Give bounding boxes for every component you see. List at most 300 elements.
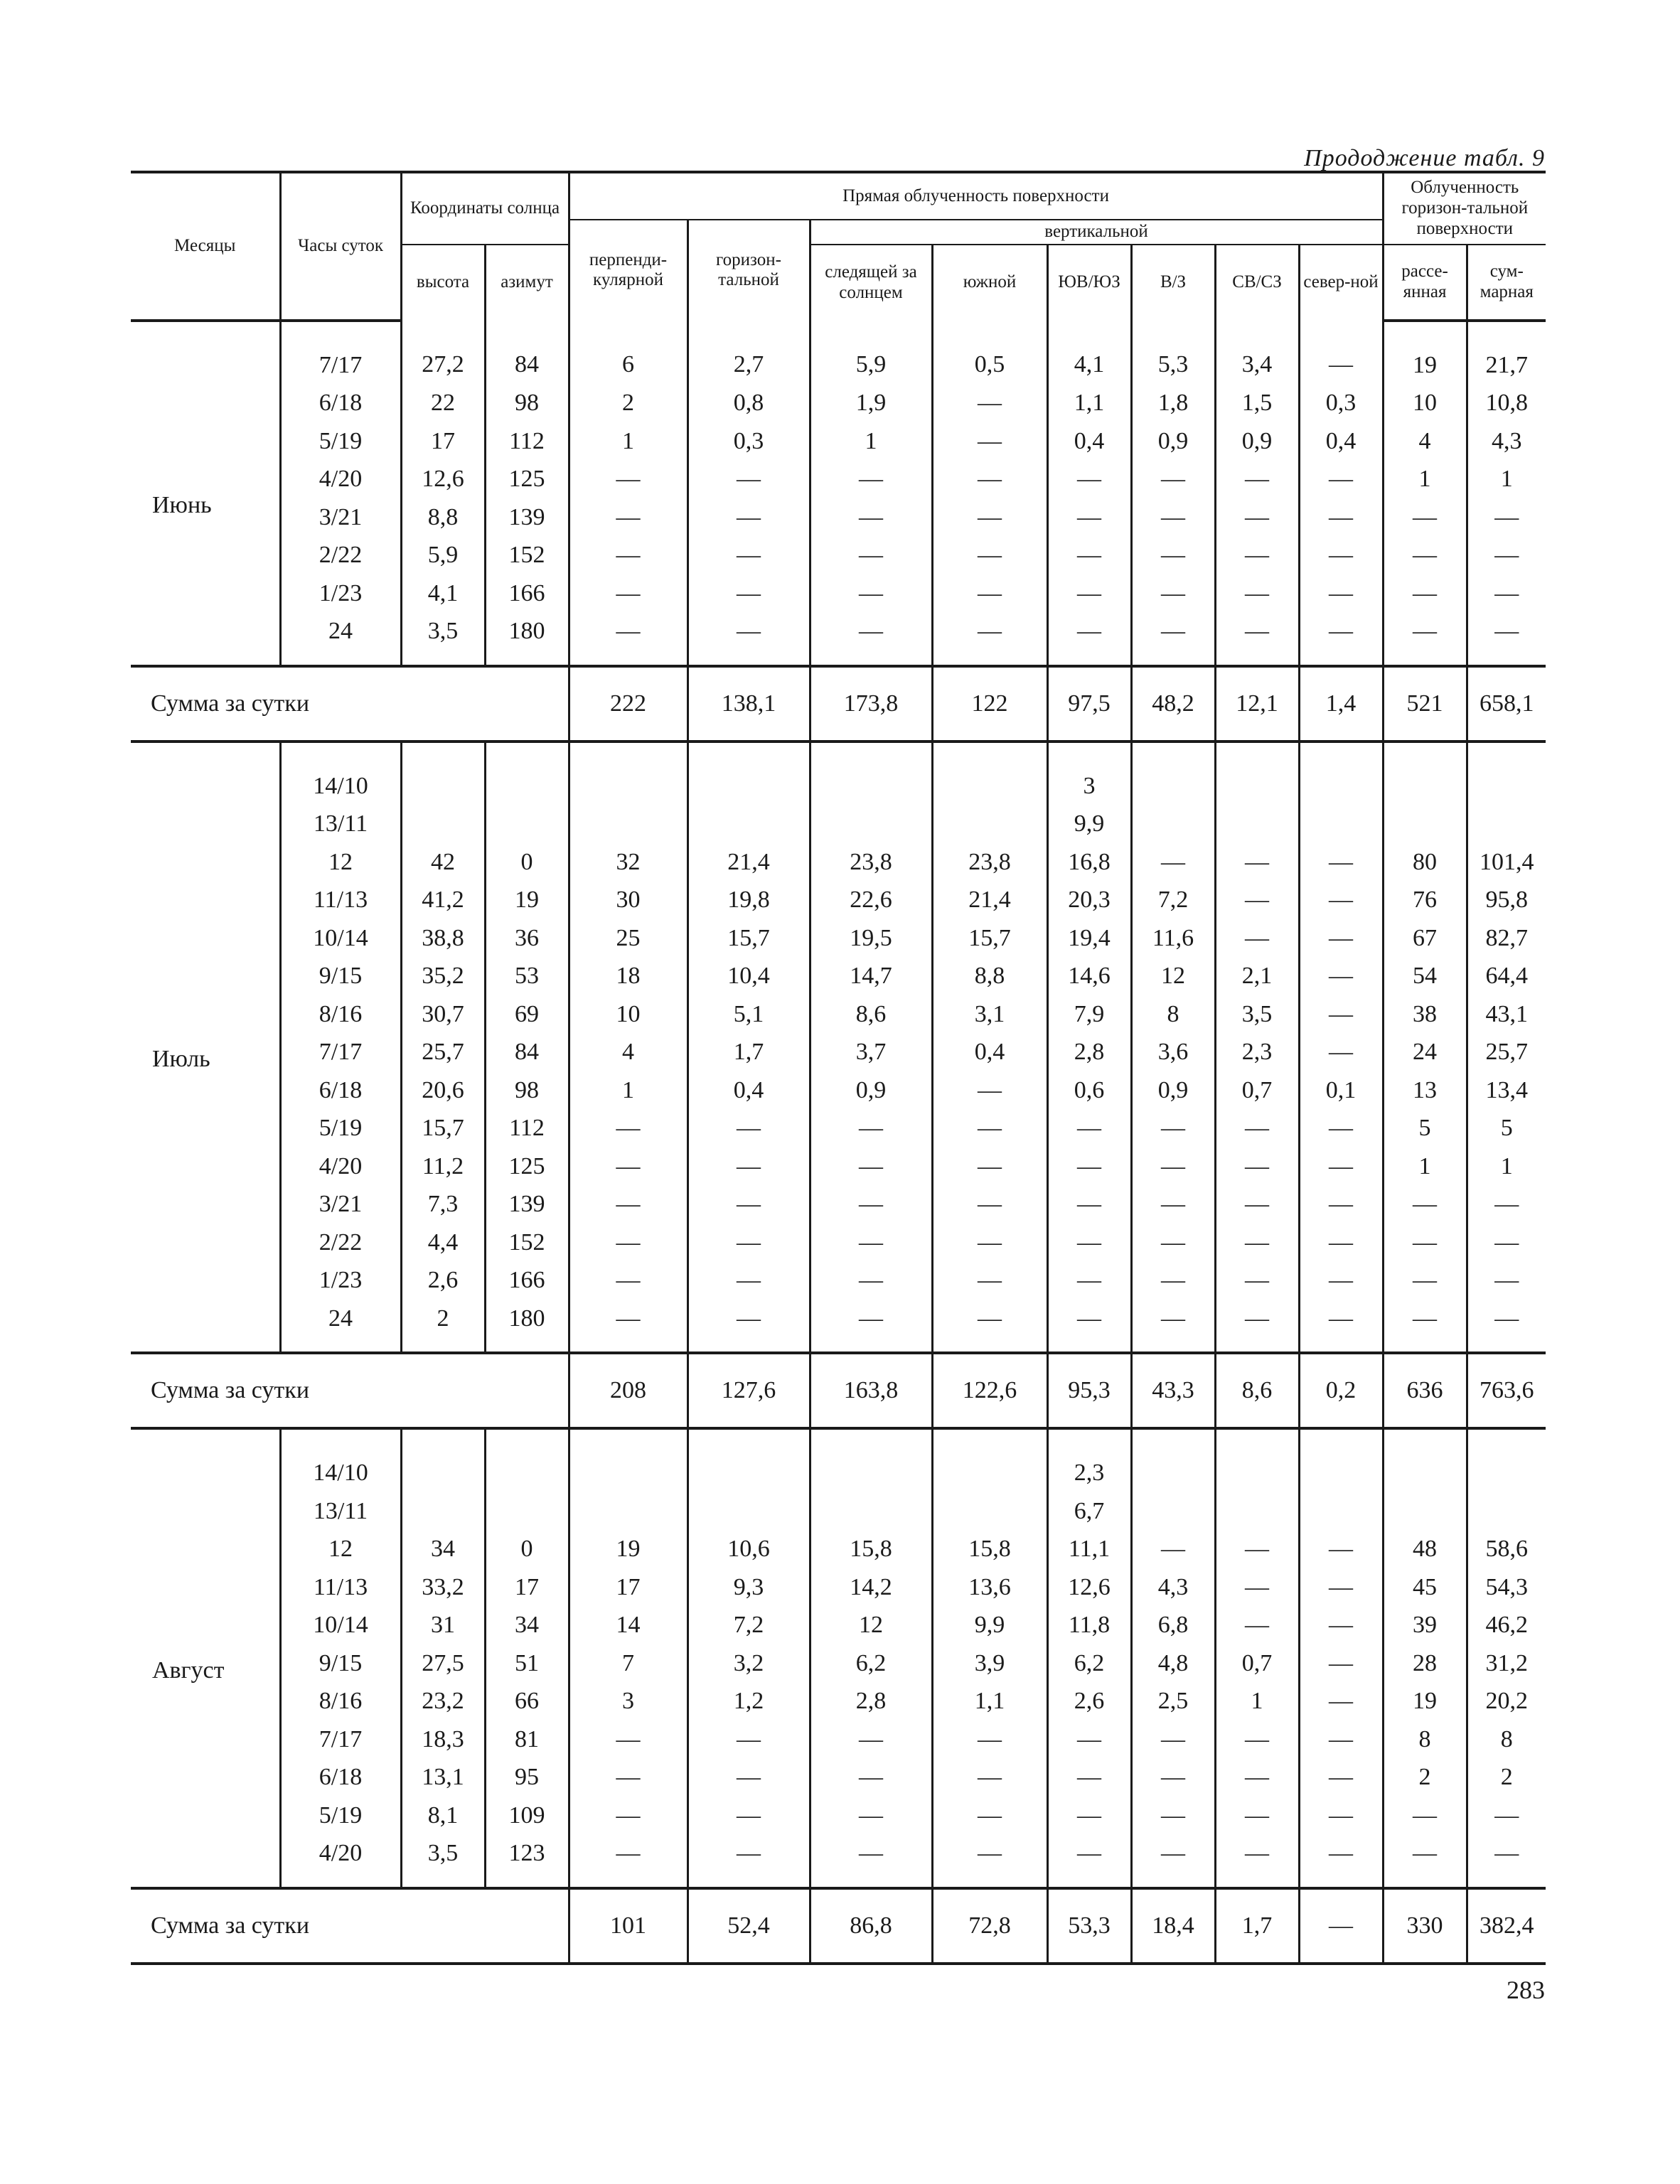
daily-sum-row [131, 666, 1546, 742]
table-cell: 30 [569, 881, 687, 919]
table-cell: 0,5 [932, 321, 1047, 385]
table-cell: — [1299, 919, 1383, 958]
table-row [131, 1758, 1546, 1797]
table-cell: 2,6 [401, 1261, 485, 1300]
table-cell: — [1215, 1109, 1299, 1147]
table-cell: 42 [401, 843, 485, 882]
table-cell: — [1215, 1834, 1299, 1888]
sum-cell: 521 [1383, 666, 1467, 742]
table-cell: — [1467, 498, 1546, 537]
table-cell: 4,8 [1131, 1644, 1215, 1683]
table-cell [569, 1492, 687, 1531]
table-cell: 1,9 [810, 384, 932, 422]
table-cell [569, 742, 687, 805]
table-cell: 64,4 [1467, 957, 1546, 995]
table-cell: 4/20 [280, 1834, 401, 1888]
table-cell [810, 805, 932, 843]
table-cell: 23,2 [401, 1682, 485, 1720]
table-row [131, 1071, 1546, 1110]
table-cell [401, 742, 485, 805]
table-cell: 19,4 [1047, 919, 1131, 958]
table-cell: — [1299, 1300, 1383, 1354]
table-cell: 66 [485, 1682, 569, 1720]
table-cell [687, 1428, 810, 1492]
table-cell: 3,6 [1131, 1033, 1215, 1071]
table-cell: — [1215, 1606, 1299, 1644]
table-cell: 51 [485, 1644, 569, 1683]
daily-sum-section [131, 666, 1546, 742]
table-cell: 8,6 [810, 995, 932, 1034]
table-cell: — [569, 1300, 687, 1354]
table-cell: — [569, 612, 687, 666]
table-cell: 27,5 [401, 1644, 485, 1683]
daily-sum-label: Сумма за сутки [131, 1353, 569, 1428]
table-cell: — [1131, 1834, 1215, 1888]
table-cell: — [1299, 843, 1383, 882]
table-cell [932, 742, 1047, 805]
table-cell: — [810, 536, 932, 574]
table-cell [1215, 1492, 1299, 1531]
table-cell: 4,3 [1131, 1568, 1215, 1607]
table-cell: — [932, 460, 1047, 498]
table-cell: — [932, 1720, 1047, 1759]
table-cell: 20,3 [1047, 881, 1131, 919]
table-cell: 5/19 [280, 1109, 401, 1147]
table-cell: — [810, 1147, 932, 1186]
table-cell: 0,9 [810, 1071, 932, 1110]
table-cell: — [569, 1720, 687, 1759]
table-cell: — [1467, 574, 1546, 613]
table-cell: — [1215, 1300, 1299, 1354]
table-cell [569, 1428, 687, 1492]
sum-cell: 658,1 [1467, 666, 1546, 742]
sum-cell: 222 [569, 666, 687, 742]
table-cell: 2,8 [1047, 1033, 1131, 1071]
table-cell: — [569, 536, 687, 574]
month-section [131, 321, 1546, 666]
table-cell: — [810, 498, 932, 537]
sum-cell: 208 [569, 1353, 687, 1428]
table-cell: — [1131, 1797, 1215, 1835]
table-cell [1215, 805, 1299, 843]
table-cell: 10,6 [687, 1530, 810, 1568]
table-cell: 180 [485, 612, 569, 666]
table-cell: — [1131, 460, 1215, 498]
table-row [131, 1530, 1546, 1568]
table-cell [1383, 742, 1467, 805]
table-cell: 166 [485, 574, 569, 613]
table-cell: 6 [569, 321, 687, 385]
table-cell: 18,3 [401, 1720, 485, 1759]
table-cell: 12 [280, 1530, 401, 1568]
table-cell: 34 [401, 1530, 485, 1568]
table-cell: 12,6 [401, 460, 485, 498]
table-cell: 25,7 [1467, 1033, 1546, 1071]
table-cell: — [1383, 1300, 1467, 1354]
table-cell: — [687, 1797, 810, 1835]
table-cell: 10 [569, 995, 687, 1034]
header-south: южной [932, 245, 1047, 321]
table-cell [1131, 742, 1215, 805]
table-cell: 22,6 [810, 881, 932, 919]
table-cell [1131, 1428, 1215, 1492]
table-cell: 3,5 [401, 1834, 485, 1888]
table-cell: 81 [485, 1720, 569, 1759]
table-cell: — [1047, 1834, 1131, 1888]
table-cell: 10,4 [687, 957, 810, 995]
table-cell: — [1299, 995, 1383, 1034]
header-vertical: вертикальной [810, 220, 1383, 245]
table-cell: — [1047, 574, 1131, 613]
table-cell: 1,5 [1215, 384, 1299, 422]
table-cell [1215, 1428, 1299, 1492]
table-row [131, 742, 1546, 805]
sum-cell: — [1299, 1888, 1383, 1964]
table-cell: — [932, 574, 1047, 613]
table-cell: — [1299, 1530, 1383, 1568]
table-cell [1299, 1492, 1383, 1531]
daily-sum-row [131, 1888, 1546, 1964]
table-cell: — [1299, 321, 1383, 385]
table-cell: 139 [485, 1185, 569, 1224]
header-diffuse: рассе-янная [1383, 245, 1467, 321]
table-cell: — [1131, 536, 1215, 574]
table-cell: — [1215, 612, 1299, 666]
table-cell: — [1383, 1185, 1467, 1224]
table-cell: 4 [569, 1033, 687, 1071]
table-cell: 6,8 [1131, 1606, 1215, 1644]
table-cell: 4,4 [401, 1224, 485, 1262]
table-cell: — [1047, 612, 1131, 666]
table-cell [932, 805, 1047, 843]
table-cell: 3,5 [401, 612, 485, 666]
table-row [131, 1300, 1546, 1354]
table-cell: 1,8 [1131, 384, 1215, 422]
table-cell [401, 1428, 485, 1492]
table-cell: 13,1 [401, 1758, 485, 1797]
irradiance-table [131, 171, 1546, 1965]
table-cell: — [1299, 957, 1383, 995]
month-label: Июль [152, 1046, 210, 1072]
table-cell: 11/13 [280, 1568, 401, 1607]
table-cell: 54,3 [1467, 1568, 1546, 1607]
sum-cell: 48,2 [1131, 666, 1215, 742]
table-cell: — [1467, 1224, 1546, 1262]
table-cell: 0,4 [932, 1033, 1047, 1071]
table-cell: 15,7 [932, 919, 1047, 958]
table-cell: 2 [569, 384, 687, 422]
table-cell [485, 1428, 569, 1492]
table-cell [1299, 1428, 1383, 1492]
table-cell [401, 805, 485, 843]
table-cell: 25 [569, 919, 687, 958]
table-row [131, 919, 1546, 958]
table-cell: 101,4 [1467, 843, 1546, 882]
table-cell: 39 [1383, 1606, 1467, 1644]
table-cell [569, 805, 687, 843]
table-cell: — [810, 612, 932, 666]
table-cell: 109 [485, 1797, 569, 1835]
table-cell: — [1047, 1758, 1131, 1797]
sum-cell: 12,1 [1215, 666, 1299, 742]
table-cell: — [1467, 612, 1546, 666]
table-cell: — [1215, 1720, 1299, 1759]
table-cell: 82,7 [1467, 919, 1546, 958]
table-cell [1299, 805, 1383, 843]
table-cell: 14,6 [1047, 957, 1131, 995]
table-cell: 6,2 [1047, 1644, 1131, 1683]
table-cell: 48 [1383, 1530, 1467, 1568]
table-cell: 17 [569, 1568, 687, 1607]
table-cell: 18 [569, 957, 687, 995]
table-cell: 1 [1467, 460, 1546, 498]
header-e-w: В/З [1131, 245, 1215, 321]
table-cell: 5 [1383, 1109, 1467, 1147]
table-row [131, 1797, 1546, 1835]
month-label: Август [152, 1656, 225, 1684]
sum-cell: 163,8 [810, 1353, 932, 1428]
table-cell: 152 [485, 1224, 569, 1262]
table-cell: — [1299, 1682, 1383, 1720]
table-cell: — [810, 1109, 932, 1147]
sum-cell: 18,4 [1131, 1888, 1215, 1964]
table-cell [1215, 742, 1299, 805]
table-cell: — [1299, 536, 1383, 574]
sum-cell: 86,8 [810, 1888, 932, 1964]
table-cell: 0,4 [1299, 422, 1383, 461]
table-cell: — [569, 574, 687, 613]
table-cell: — [569, 1147, 687, 1186]
table-row [131, 384, 1546, 422]
table-row [131, 460, 1546, 498]
table-cell: — [932, 1109, 1047, 1147]
table-cell: — [810, 1224, 932, 1262]
table-row [131, 1109, 1546, 1147]
header-horizontal: горизон-тальной [687, 220, 810, 321]
table-cell: 13,4 [1467, 1071, 1546, 1110]
table-cell: 12 [810, 1606, 932, 1644]
table-cell: — [810, 1834, 932, 1888]
table-cell: 4,1 [401, 574, 485, 613]
table-cell: 19 [1383, 1682, 1467, 1720]
table-cell: 95 [485, 1758, 569, 1797]
table-cell: 2,6 [1047, 1682, 1131, 1720]
header-horizontal-irradiance: Облученность горизон-тальной поверхности [1383, 172, 1546, 245]
header-hours: Часы суток [280, 172, 401, 321]
table-cell: — [1299, 1758, 1383, 1797]
table-cell: 32 [569, 843, 687, 882]
table-cell: — [687, 1758, 810, 1797]
table-cell [1467, 1428, 1546, 1492]
table-cell: — [569, 1109, 687, 1147]
sum-cell: 1,7 [1215, 1888, 1299, 1964]
table-cell: 30,7 [401, 995, 485, 1034]
table-row [131, 422, 1546, 461]
table-cell: — [687, 612, 810, 666]
sum-cell: 127,6 [687, 1353, 810, 1428]
table-cell: 20,6 [401, 1071, 485, 1110]
table-cell: 9,9 [932, 1606, 1047, 1644]
table-row [131, 1428, 1546, 1492]
table-cell: 166 [485, 1261, 569, 1300]
table-cell: — [1047, 1109, 1131, 1147]
table-row [131, 1834, 1546, 1888]
table-cell: 2,8 [810, 1682, 932, 1720]
table-cell: 4,1 [1047, 321, 1131, 385]
table-row [131, 957, 1546, 995]
table-cell: — [1299, 1568, 1383, 1607]
table-cell: 67 [1383, 919, 1467, 958]
sum-cell: 8,6 [1215, 1353, 1299, 1428]
table-cell: 8/16 [280, 995, 401, 1034]
table-cell: — [1299, 881, 1383, 919]
table-cell: 13 [1383, 1071, 1467, 1110]
table-row [131, 843, 1546, 882]
table-cell: 0,3 [1299, 384, 1383, 422]
table-cell: 1 [1215, 1682, 1299, 1720]
table-cell: — [1467, 1261, 1546, 1300]
table-cell: — [1131, 498, 1215, 537]
table-cell: — [1047, 460, 1131, 498]
table-row [131, 1644, 1546, 1683]
table-cell: 9/15 [280, 957, 401, 995]
table-cell [1383, 805, 1467, 843]
table-row [131, 1185, 1546, 1224]
table-cell: — [1215, 498, 1299, 537]
table-cell: 8 [1467, 1720, 1546, 1759]
table-cell: 23,8 [932, 843, 1047, 882]
table-cell: — [932, 1261, 1047, 1300]
table-cell: — [932, 1185, 1047, 1224]
table-cell: 25,7 [401, 1033, 485, 1071]
table-cell: — [1047, 498, 1131, 537]
table-cell: 1 [1383, 460, 1467, 498]
table-cell: — [810, 1720, 932, 1759]
table-cell: — [932, 1834, 1047, 1888]
table-cell [1383, 1428, 1467, 1492]
sum-cell: 52,4 [687, 1888, 810, 1964]
table-cell: — [1215, 536, 1299, 574]
table-cell: — [810, 460, 932, 498]
table-cell: — [932, 1300, 1047, 1354]
table-cell [485, 742, 569, 805]
table-row [131, 612, 1546, 666]
table-cell: 3/21 [280, 1185, 401, 1224]
table-cell [810, 1428, 932, 1492]
table-cell: 13,6 [932, 1568, 1047, 1607]
table-cell: 3,5 [1215, 995, 1299, 1034]
table-cell: 4 [1383, 422, 1467, 461]
daily-sum-label: Сумма за сутки [131, 1888, 569, 1964]
table-cell: — [1383, 1834, 1467, 1888]
table-cell: — [1299, 1261, 1383, 1300]
table-cell: 6/18 [280, 384, 401, 422]
table-cell: — [1467, 1834, 1546, 1888]
table-cell: — [1299, 612, 1383, 666]
table-cell: — [932, 1224, 1047, 1262]
table-cell: — [1467, 536, 1546, 574]
table-cell: — [1383, 536, 1467, 574]
table-cell: 16,8 [1047, 843, 1131, 882]
table-cell: — [1299, 1224, 1383, 1262]
table-cell: 27,2 [401, 321, 485, 385]
table-cell: 6,2 [810, 1644, 932, 1683]
table-cell: — [1215, 1797, 1299, 1835]
table-cell: 123 [485, 1834, 569, 1888]
table-cell: — [1299, 1185, 1383, 1224]
table-row [131, 574, 1546, 613]
table-cell: — [1299, 1797, 1383, 1835]
table-cell: 24 [280, 1300, 401, 1354]
table-cell: 21,4 [932, 881, 1047, 919]
table-cell: 14,7 [810, 957, 932, 995]
table-cell: 5,1 [687, 995, 810, 1034]
table-cell: 15,8 [810, 1530, 932, 1568]
table-cell: — [1215, 1185, 1299, 1224]
table-row [131, 805, 1546, 843]
sum-cell: 382,4 [1467, 1888, 1546, 1964]
table-cell: — [687, 1720, 810, 1759]
table-cell: — [1383, 1261, 1467, 1300]
table-cell: 0,9 [1131, 1071, 1215, 1110]
table-cell: — [1299, 1720, 1383, 1759]
table-cell: 4/20 [280, 460, 401, 498]
table-cell: 2,3 [1215, 1033, 1299, 1071]
table-cell: — [932, 1758, 1047, 1797]
table-cell: — [1131, 612, 1215, 666]
table-cell: 8 [1131, 995, 1215, 1034]
table-cell: 6/18 [280, 1071, 401, 1110]
table-cell: — [932, 498, 1047, 537]
table-cell: 15,8 [932, 1530, 1047, 1568]
table-cell: 3 [569, 1682, 687, 1720]
table-cell: 95,8 [1467, 881, 1546, 919]
table-cell: 3,1 [932, 995, 1047, 1034]
sum-cell: 43,3 [1131, 1353, 1215, 1428]
sum-cell: 122,6 [932, 1353, 1047, 1428]
table-cell: 19 [485, 881, 569, 919]
table-cell: 45 [1383, 1568, 1467, 1607]
table-cell: — [1215, 843, 1299, 882]
table-cell: 3,7 [810, 1033, 932, 1071]
table-cell: 0,4 [1047, 422, 1131, 461]
table-cell: — [569, 1797, 687, 1835]
table-cell: 1,2 [687, 1682, 810, 1720]
sum-cell: 53,3 [1047, 1888, 1131, 1964]
table-cell: — [1131, 1224, 1215, 1262]
table-cell: — [1467, 1185, 1546, 1224]
table-cell: — [1047, 1147, 1131, 1186]
table-cell: — [1047, 1224, 1131, 1262]
table-row [131, 881, 1546, 919]
sum-cell: 173,8 [810, 666, 932, 742]
table-cell: — [687, 536, 810, 574]
table-cell: — [1215, 1758, 1299, 1797]
header-ne-nw: СВ/СЗ [1215, 245, 1299, 321]
sum-cell: 72,8 [932, 1888, 1047, 1964]
daily-sum-section [131, 1353, 1546, 1428]
table-cell: — [569, 498, 687, 537]
table-cell: — [687, 1834, 810, 1888]
table-cell: 46,2 [1467, 1606, 1546, 1644]
table-row [131, 995, 1546, 1034]
table-cell: 2,5 [1131, 1682, 1215, 1720]
table-cell: 10/14 [280, 1606, 401, 1644]
daily-sum-row [131, 1353, 1546, 1428]
table-cell: 21,7 [1467, 321, 1546, 385]
table-cell: 0 [485, 843, 569, 882]
table-row [131, 1568, 1546, 1607]
